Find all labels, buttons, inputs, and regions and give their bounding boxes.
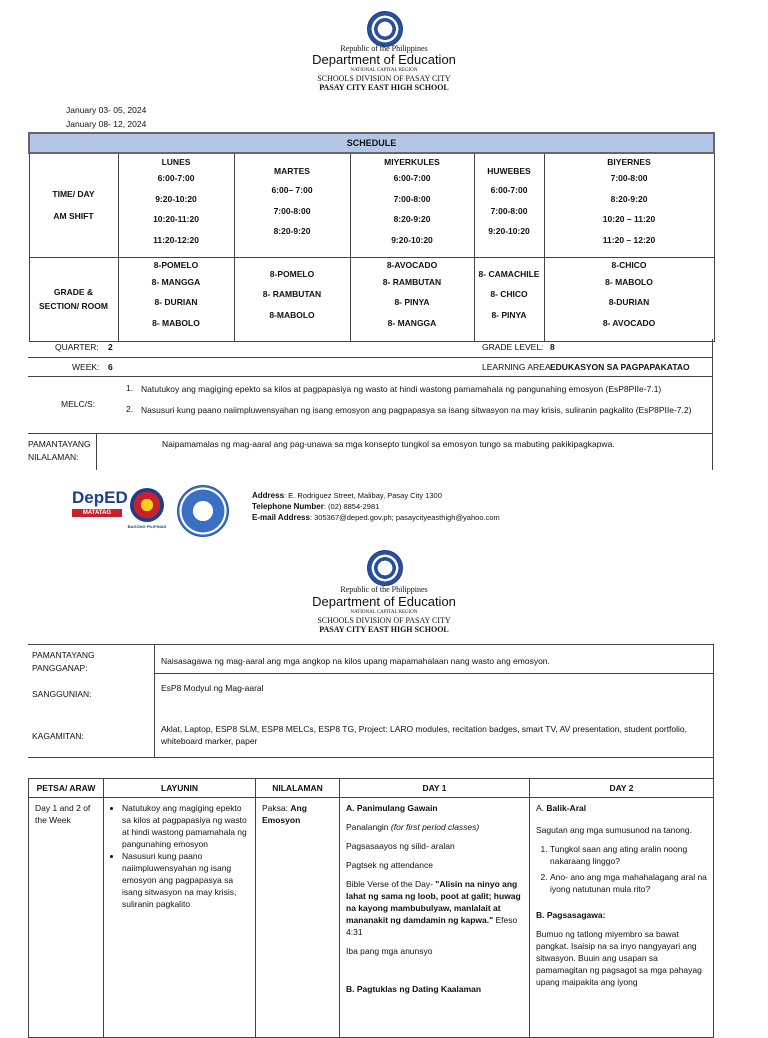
matatag-text: MATATAG xyxy=(72,509,122,517)
paksa-label: Paksa: xyxy=(262,803,291,813)
day-name: HUWEBES xyxy=(487,166,531,176)
region-text: NATIONAL CAPITAL REGION xyxy=(350,610,418,615)
day2-sagutan: Sagutan ang mga sumusunod na tanong. xyxy=(536,825,692,835)
week-row xyxy=(28,358,713,377)
list-item: • Nasusuri kung paano naiimpluwensyahan ng isang emosyon ang pagpapasya sa isang sitwasyon na may krisis, suliranin pagkalito xyxy=(122,850,249,910)
melc-item-2: Nasusuri kung paano naiimpluwensyahan ng isang emosyon ang pagpapasya sa isang sitwasyon na may krisis, suliranin pagkalito (EsP8PIIe-7.2) xyxy=(141,405,692,415)
biyernes-times: BIYERNES 7:00-8:00 8:20-9:20 10:20 – 11:20 11:20 – 12:20 xyxy=(544,153,714,257)
bagong-pilipinas-logo-icon xyxy=(130,488,164,522)
contact-address: Address: E. Rodriguez Street, Malibay, Pasay City 1300 xyxy=(252,491,442,500)
day2-cell xyxy=(530,798,714,1038)
biyernes-sections: 8-CHICO 8- MABOLO 8-DURIAN 8- AVOCADO xyxy=(544,257,714,341)
contact-telephone: Telephone Number: (02) 8854-2981 xyxy=(252,502,380,511)
school-seal-icon xyxy=(177,485,229,537)
date-range-1: January 03- 05, 2024 xyxy=(66,105,147,115)
quarter-row xyxy=(28,339,713,358)
school-name: PASAY CITY EAST HIGH SCHOOL xyxy=(319,83,449,92)
lesson-table xyxy=(28,778,714,1038)
department-title: Department of Education xyxy=(312,594,456,609)
grade-section-label: GRADE & SECTION/ ROOM xyxy=(29,257,118,341)
republic-text: Republic of the Philippines xyxy=(340,585,428,594)
department-title: Department of Education xyxy=(312,52,456,67)
column-header-day1: DAY 1 xyxy=(340,779,530,798)
list-item: 1. Tungkol saan ang ating aralin noong nakaraang linggo? xyxy=(550,843,707,867)
sanggunian-value-cell xyxy=(154,673,714,719)
melc-row xyxy=(28,377,713,434)
page2-info-block xyxy=(28,644,714,779)
day-name: BIYERNES xyxy=(607,157,651,167)
time-day-label: TIME/ DAY AM SHIFT xyxy=(29,153,118,257)
melc-number: 2. xyxy=(126,404,134,414)
lunes-times: LUNES 6:00-7:00 9:20-10:20 10:20-11:20 11:20-12:20 xyxy=(118,153,234,257)
grade-level-value: 8 xyxy=(550,342,555,352)
column-header-petsa: PETSA/ ARAW xyxy=(29,779,104,798)
learning-area-value: EDUKASYON SA PAGPAPAKATAO xyxy=(550,362,690,372)
day1-section-a: A. Panimulang Gawain xyxy=(346,803,438,813)
melc-item-1: Natutukoy ang magiging epekto sa kilos at pagpapasiya ng wasto at hindi wastong pamamahala ng pangunahing emosyon (EsP8PIIe-7.1) xyxy=(141,384,662,394)
petsa-value: Day 1 and 2 of the Week xyxy=(35,803,91,825)
miyerkules-times: MIYERKULES 6:00-7:00 7:00-8:00 8:20-9:20 9:20-10:20 xyxy=(350,153,474,257)
quarter-label: QUARTER: xyxy=(55,342,99,352)
sanggunian-value: EsP8 Modyul ng Mag-aaral xyxy=(161,683,264,693)
sanggunian-label: SANGGUNIAN: xyxy=(32,689,92,699)
contact-email: E-mail Address: 305367@deped.gov.ph; pasaycityeasthigh@yahoo.com xyxy=(252,513,500,522)
list-item: 2. Ano- ano ang mga mahahalagang aral na iyong natutunan mula rito? xyxy=(550,871,707,895)
pamantayang-nilalaman-label: PAMANTAYANG NILALAMAN: xyxy=(28,439,91,462)
list-item: • Natutukoy ang magiging epekto sa kilos at pagpapasiya ng wasto at hindi wastong pamamahala ng pangunahing emosyon xyxy=(122,802,249,850)
region-text: NATIONAL CAPITAL REGION xyxy=(350,68,418,73)
division-text: SCHOOLS DIVISION OF PASAY CITY xyxy=(317,74,451,83)
deped-matatag-logo xyxy=(72,488,128,517)
week-value: 6 xyxy=(108,362,113,372)
day-name: LUNES xyxy=(161,157,191,167)
day-name: MIYERKULES xyxy=(384,157,440,167)
paksa-value: Ang Emosyon xyxy=(262,803,307,825)
deped-seal-icon xyxy=(367,11,403,47)
pamantayang-nilalaman-row xyxy=(28,434,713,470)
column-header-layunin: LAYUNIN xyxy=(104,779,256,798)
huwebes-sections: 8- CAMACHILE 8- CHICO 8- PINYA xyxy=(474,257,544,341)
miyerkules-sections: 8-AVOCADO 8- RAMBUTAN 8- PINYA 8- MANGGA xyxy=(350,257,474,341)
date-range-2: January 08- 12, 2024 xyxy=(66,119,147,129)
day1-bible-verse: Bible Verse of the Day- "Alisin na ninyo ang lahat ng sama ng loob, poot at galit; huwag na kayong mambubulyaw, manlalait at mananakit ng damdamin ng kapwa." Efeso 4:31 xyxy=(346,879,521,937)
day1-section-b: B. Pagtuklas ng Dating Kaalaman xyxy=(346,984,482,994)
day1-cell xyxy=(340,798,530,1038)
bagong-pilipinas-text: BAGONG PILIPINAS xyxy=(127,524,167,529)
martes-sections: 8-POMELO 8- RAMBUTAN 8-MABOLO xyxy=(234,257,350,341)
melc-label: MELC/S: xyxy=(61,399,96,409)
day2-section-b: B. Pagsasagawa: xyxy=(536,910,606,920)
division-text: SCHOOLS DIVISION OF PASAY CITY xyxy=(317,616,451,625)
day1-panalangin: Panalangin (for first period classes) xyxy=(346,822,480,832)
grade-level-label: GRADE LEVEL: xyxy=(482,342,544,352)
day1-iba: Iba pang mga anunsyo xyxy=(346,946,433,956)
huwebes-times: HUWEBES 6:00-7:00 7:00-8:00 9:20-10:20 xyxy=(474,153,544,257)
divider xyxy=(712,339,713,470)
pamantayang-pangganap-label: PAMANTAYANG PANGGANAP: xyxy=(32,650,95,673)
deped-logo-text: DepED xyxy=(72,488,128,507)
schedule-table xyxy=(28,132,715,342)
pamantayang-nilalaman-value: Naipamamalas ng mag-aaral ang pag-unawa sa mga konsepto tungkol sa emosyon tungo sa mabuting pakikipagkapwa. xyxy=(162,439,615,449)
republic-text: Republic of the Philippines xyxy=(340,44,428,53)
learning-area-label: LEARNING AREA: xyxy=(482,362,553,372)
kagamitan-value-cell xyxy=(154,719,714,757)
column-header-day2: DAY 2 xyxy=(530,779,714,798)
divider xyxy=(28,757,713,758)
divider xyxy=(96,434,97,470)
schedule-title: SCHEDULE xyxy=(29,133,714,153)
pamantayang-pangganap-value: Naisasagawa ng mag-aaral ang mga angkop na kilos upang mapamahalaan nang wasto ang emosyon. xyxy=(161,656,550,666)
day1-pagtsek: Pagtsek ng attendance xyxy=(346,860,433,870)
day2-bumuo: Bumuo ng tatlong miyembro sa bawat pangkat. Isaisip na sa inyo nangyayari ang sitwasyon. Buuin ang usapan sa pamamagitan ng pagsagot sa mga pahayag upang maipakita ang iyong xyxy=(536,929,702,987)
week-label: WEEK: xyxy=(72,362,100,372)
kagamitan-value: Aklat, Laptop, ESP8 SLM, ESP8 MELCs, ESP8 TG, Project: LARO modules, recitation badges, smart TV, AV presentation, student portfolio, whiteboard marker, paper xyxy=(161,724,688,746)
kagamitan-label: KAGAMITAN: xyxy=(32,731,84,741)
day1-pagsasaayos: Pagsasaayos ng silid- aralan xyxy=(346,841,455,851)
column-header-nilalaman: NILALAMAN xyxy=(256,779,340,798)
layunin-cell xyxy=(104,798,256,1038)
nilalaman-cell xyxy=(256,798,340,1038)
quarter-value: 2 xyxy=(108,342,113,352)
martes-times: MARTES 6:00– 7:00 7:00-8:00 8:20-9:20 xyxy=(234,153,350,257)
melc-number: 1. xyxy=(126,383,134,393)
pangganap-value-cell xyxy=(154,645,714,674)
petsa-cell xyxy=(29,798,104,1038)
deped-seal-icon xyxy=(367,550,403,586)
day-name: MARTES xyxy=(274,166,310,176)
day2-section-a: A. Balik-Aral xyxy=(536,803,587,813)
school-name: PASAY CITY EAST HIGH SCHOOL xyxy=(319,625,449,634)
lunes-sections: 8-POMELO 8- MANGGA 8- DURIAN 8- MABOLO xyxy=(118,257,234,341)
